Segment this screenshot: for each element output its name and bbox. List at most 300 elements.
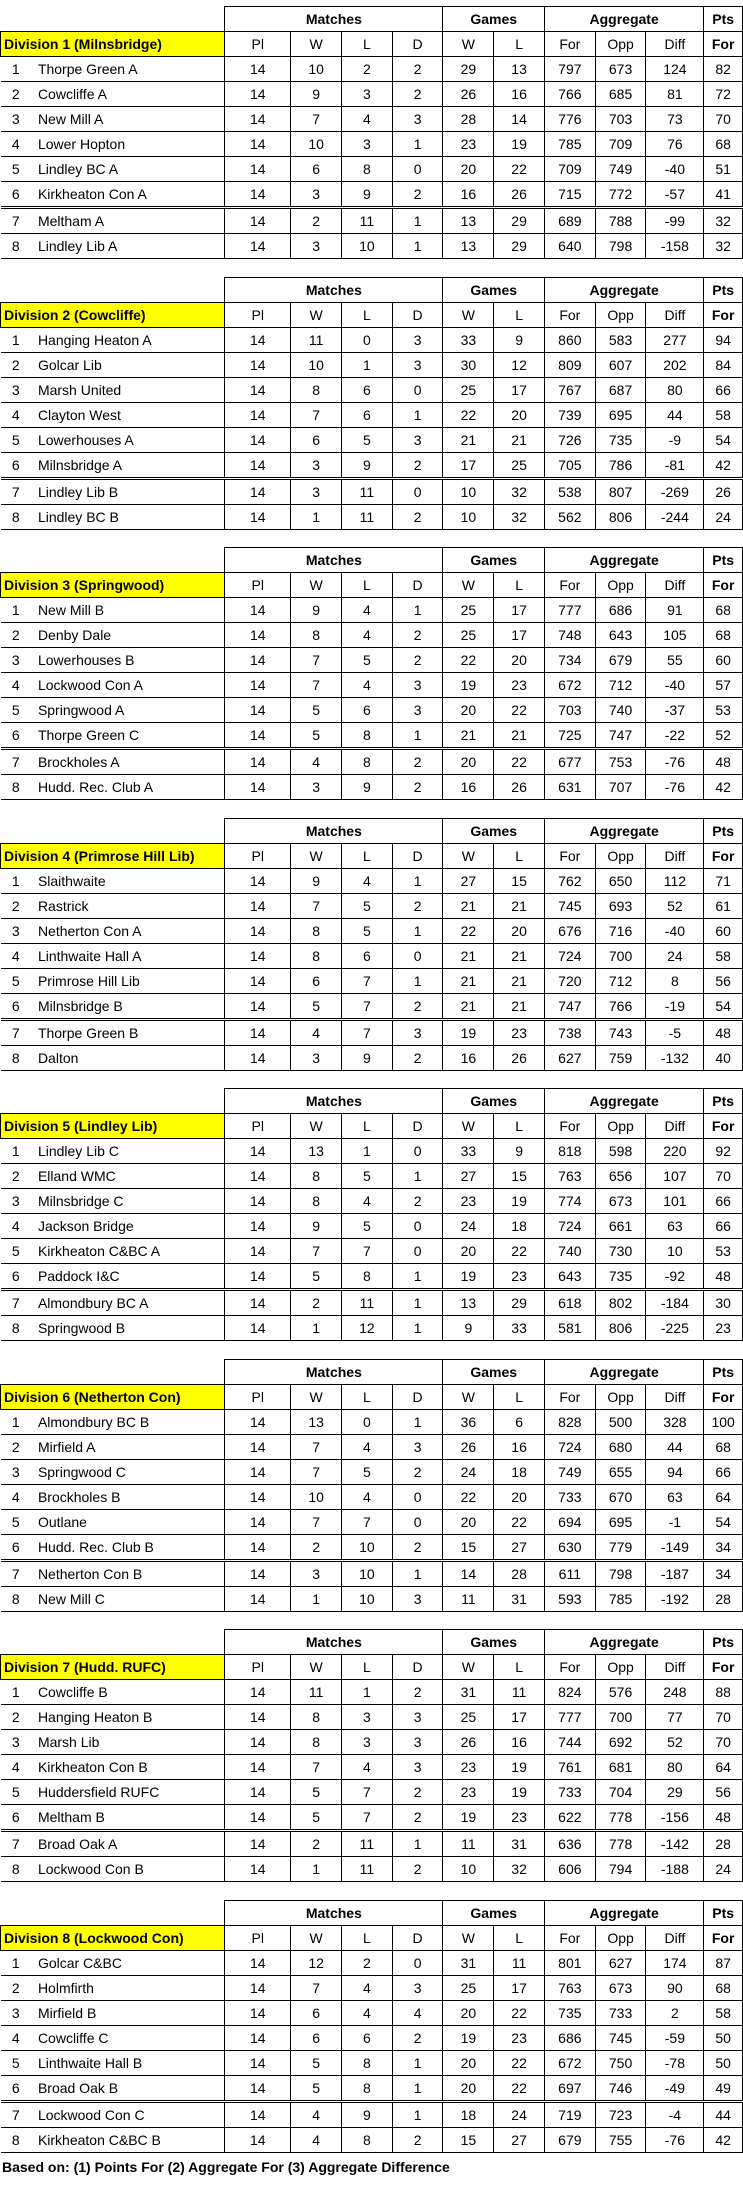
points-for-cell: 23	[704, 1316, 743, 1341]
aggregate-diff-cell: -225	[646, 1316, 704, 1341]
games-won-cell: 21	[443, 968, 494, 993]
table-row	[1, 1857, 743, 1882]
aggregate-header: Aggregate	[544, 1630, 703, 1655]
team-name-cell: Marsh Lib	[31, 1730, 225, 1755]
team-name-cell: Kirkheaton Con A	[31, 182, 225, 208]
games-won-cell: 29	[443, 57, 494, 82]
games-won-cell: 25	[443, 623, 494, 648]
table-row	[1, 1434, 743, 1459]
games-won-cell: 16	[443, 1045, 494, 1070]
position-cell: 8	[1, 504, 31, 529]
column-header-row	[1, 32, 743, 57]
lost-cell: 11	[341, 478, 392, 504]
column-header-aggregate-opp: Opp	[595, 1655, 646, 1680]
lost-cell: 7	[341, 1509, 392, 1534]
points-for-cell: 32	[704, 208, 743, 234]
position-cell: 8	[1, 1586, 31, 1611]
table-row	[1, 57, 743, 82]
won-cell: 7	[291, 1239, 342, 1264]
games-won-cell: 33	[443, 1139, 494, 1164]
table-row	[1, 427, 743, 452]
aggregate-header: Aggregate	[544, 548, 703, 573]
table-row	[1, 1831, 743, 1857]
aggregate-for-cell: 747	[544, 993, 595, 1019]
column-header-won: W	[291, 302, 342, 327]
aggregate-diff-cell: 63	[646, 1214, 704, 1239]
won-cell: 8	[291, 1164, 342, 1189]
team-name-cell: Marsh United	[31, 377, 225, 402]
position-cell: 4	[1, 943, 31, 968]
aggregate-header: Aggregate	[544, 1900, 703, 1925]
column-header-drawn: D	[392, 1114, 443, 1139]
games-lost-cell: 24	[494, 2101, 545, 2127]
team-name-cell: Springwood A	[31, 698, 225, 723]
played-cell: 14	[225, 623, 291, 648]
aggregate-for-cell: 749	[544, 1459, 595, 1484]
column-header-drawn: D	[392, 302, 443, 327]
position-cell: 6	[1, 452, 31, 478]
team-name-cell: Golcar C&BC	[31, 1950, 225, 1975]
games-won-cell: 21	[443, 993, 494, 1019]
played-cell: 14	[225, 402, 291, 427]
lost-cell: 8	[341, 2050, 392, 2075]
position-cell: 5	[1, 1780, 31, 1805]
won-cell: 8	[291, 1189, 342, 1214]
position-cell: 3	[1, 648, 31, 673]
drawn-cell: 3	[392, 673, 443, 698]
table-row	[1, 1805, 743, 1831]
table-row	[1, 452, 743, 478]
games-lost-cell: 31	[494, 1586, 545, 1611]
aggregate-opp-cell: 700	[595, 943, 646, 968]
drawn-cell: 0	[392, 1214, 443, 1239]
drawn-cell: 3	[392, 427, 443, 452]
table-row	[1, 918, 743, 943]
aggregate-for-cell: 694	[544, 1509, 595, 1534]
points-header: Pts	[704, 1900, 743, 1925]
lost-cell: 11	[341, 1857, 392, 1882]
lost-cell: 4	[341, 868, 392, 893]
lost-cell: 6	[341, 2025, 392, 2050]
drawn-cell: 1	[392, 2075, 443, 2101]
aggregate-for-cell: 809	[544, 352, 595, 377]
games-won-cell: 21	[443, 943, 494, 968]
lost-cell: 9	[341, 452, 392, 478]
won-cell: 10	[291, 132, 342, 157]
drawn-cell: 1	[392, 598, 443, 623]
drawn-cell: 2	[392, 1857, 443, 1882]
team-name-cell: Lockwood Con C	[31, 2101, 225, 2127]
drawn-cell: 0	[392, 377, 443, 402]
position-cell: 8	[1, 1316, 31, 1341]
aggregate-for-cell: 686	[544, 2025, 595, 2050]
points-for-cell: 26	[704, 478, 743, 504]
table-row	[1, 1975, 743, 2000]
points-for-cell: 70	[704, 1164, 743, 1189]
played-cell: 14	[225, 1484, 291, 1509]
points-for-cell: 40	[704, 1045, 743, 1070]
lost-cell: 12	[341, 1316, 392, 1341]
lost-cell: 0	[341, 327, 392, 352]
aggregate-for-cell: 766	[544, 82, 595, 107]
column-header-games-won: W	[443, 1384, 494, 1409]
points-for-cell: 60	[704, 648, 743, 673]
league-tables	[0, 6, 743, 2150]
aggregate-diff-cell: 55	[646, 648, 704, 673]
aggregate-for-cell: 627	[544, 1045, 595, 1070]
points-for-cell: 58	[704, 2000, 743, 2025]
table-row	[1, 132, 743, 157]
table-row	[1, 993, 743, 1019]
aggregate-opp-cell: 583	[595, 327, 646, 352]
points-for-cell: 48	[704, 1805, 743, 1831]
won-cell: 3	[291, 452, 342, 478]
division-table	[0, 1629, 743, 1882]
games-won-cell: 19	[443, 1019, 494, 1045]
games-won-cell: 26	[443, 1434, 494, 1459]
aggregate-for-cell: 606	[544, 1857, 595, 1882]
column-header-aggregate-opp: Opp	[595, 32, 646, 57]
won-cell: 11	[291, 1680, 342, 1705]
games-won-cell: 20	[443, 1239, 494, 1264]
position-cell: 1	[1, 1139, 31, 1164]
games-lost-cell: 29	[494, 1290, 545, 1316]
team-name-cell: Lindley Lib A	[31, 234, 225, 259]
drawn-cell: 2	[392, 1680, 443, 1705]
played-cell: 14	[225, 132, 291, 157]
team-name-cell: Kirkheaton C&BC B	[31, 2127, 225, 2152]
games-header: Games	[443, 548, 544, 573]
drawn-cell: 3	[392, 352, 443, 377]
matches-header: Matches	[225, 277, 443, 302]
aggregate-diff-cell: 91	[646, 598, 704, 623]
position-cell: 2	[1, 352, 31, 377]
points-for-cell: 28	[704, 1586, 743, 1611]
lost-cell: 2	[341, 57, 392, 82]
column-header-games-won: W	[443, 843, 494, 868]
games-won-cell: 20	[443, 698, 494, 723]
aggregate-diff-cell: 94	[646, 1459, 704, 1484]
position-cell: 6	[1, 1805, 31, 1831]
column-header-points-for: For	[704, 32, 743, 57]
aggregate-opp-cell: 786	[595, 452, 646, 478]
division-table	[0, 1088, 743, 1341]
table-row	[1, 1239, 743, 1264]
team-name-cell: Mirfield A	[31, 1434, 225, 1459]
aggregate-for-cell: 761	[544, 1755, 595, 1780]
division-title: Division 7 (Hudd. RUFC)	[1, 1655, 225, 1680]
aggregate-opp-cell: 779	[595, 1534, 646, 1560]
table-row	[1, 1019, 743, 1045]
position-cell: 8	[1, 1045, 31, 1070]
position-cell: 7	[1, 1290, 31, 1316]
table-row	[1, 2050, 743, 2075]
points-for-cell: 53	[704, 698, 743, 723]
aggregate-for-cell: 581	[544, 1316, 595, 1341]
lost-cell: 7	[341, 993, 392, 1019]
column-header-row	[1, 1114, 743, 1139]
aggregate-opp-cell: 794	[595, 1857, 646, 1882]
position-cell: 4	[1, 132, 31, 157]
won-cell: 5	[291, 698, 342, 723]
aggregate-for-cell: 767	[544, 377, 595, 402]
games-lost-cell: 31	[494, 1831, 545, 1857]
points-for-cell: 54	[704, 1509, 743, 1534]
aggregate-for-cell: 818	[544, 1139, 595, 1164]
drawn-cell: 1	[392, 1831, 443, 1857]
column-header-lost: L	[341, 1925, 392, 1950]
table-row	[1, 598, 743, 623]
points-for-cell: 92	[704, 1139, 743, 1164]
aggregate-opp-cell: 627	[595, 1950, 646, 1975]
column-header-aggregate-diff: Diff	[646, 1114, 704, 1139]
team-name-cell: Jackson Bridge	[31, 1214, 225, 1239]
points-for-cell: 54	[704, 993, 743, 1019]
column-header-aggregate-for: For	[544, 1925, 595, 1950]
drawn-cell: 0	[392, 943, 443, 968]
aggregate-for-cell: 739	[544, 402, 595, 427]
aggregate-opp-cell: 740	[595, 698, 646, 723]
games-lost-cell: 27	[494, 2127, 545, 2152]
won-cell: 3	[291, 182, 342, 208]
aggregate-for-cell: 774	[544, 1189, 595, 1214]
aggregate-diff-cell: 52	[646, 893, 704, 918]
games-header: Games	[443, 7, 544, 32]
aggregate-for-cell: 733	[544, 1780, 595, 1805]
drawn-cell: 2	[392, 452, 443, 478]
aggregate-diff-cell: 44	[646, 402, 704, 427]
aggregate-opp-cell: 750	[595, 2050, 646, 2075]
games-lost-cell: 19	[494, 1755, 545, 1780]
division-title: Division 5 (Lindley Lib)	[1, 1114, 225, 1139]
aggregate-for-cell: 828	[544, 1409, 595, 1434]
aggregate-for-cell: 720	[544, 968, 595, 993]
aggregate-diff-cell: -9	[646, 427, 704, 452]
team-name-cell: Almondbury BC B	[31, 1409, 225, 1434]
column-header-row	[1, 1925, 743, 1950]
games-won-cell: 25	[443, 598, 494, 623]
position-cell: 3	[1, 2000, 31, 2025]
won-cell: 7	[291, 648, 342, 673]
won-cell: 4	[291, 2127, 342, 2152]
aggregate-for-cell: 824	[544, 1680, 595, 1705]
aggregate-diff-cell: 107	[646, 1164, 704, 1189]
games-lost-cell: 13	[494, 57, 545, 82]
games-won-cell: 14	[443, 1560, 494, 1586]
games-won-cell: 25	[443, 377, 494, 402]
team-name-cell: Rastrick	[31, 893, 225, 918]
team-name-cell: Cowcliffe B	[31, 1680, 225, 1705]
aggregate-for-cell: 776	[544, 107, 595, 132]
column-header-played: Pl	[225, 573, 291, 598]
games-lost-cell: 17	[494, 1705, 545, 1730]
aggregate-for-cell: 745	[544, 893, 595, 918]
aggregate-diff-cell: -269	[646, 478, 704, 504]
played-cell: 14	[225, 1164, 291, 1189]
aggregate-diff-cell: 174	[646, 1950, 704, 1975]
aggregate-opp-cell: 681	[595, 1755, 646, 1780]
aggregate-for-cell: 762	[544, 868, 595, 893]
aggregate-opp-cell: 700	[595, 1705, 646, 1730]
aggregate-for-cell: 636	[544, 1831, 595, 1857]
position-cell: 7	[1, 1831, 31, 1857]
team-name-cell: Brockholes A	[31, 749, 225, 775]
points-for-cell: 88	[704, 1680, 743, 1705]
table-row	[1, 1680, 743, 1705]
aggregate-diff-cell: 101	[646, 1189, 704, 1214]
aggregate-opp-cell: 743	[595, 1019, 646, 1045]
team-name-cell: Lindley BC A	[31, 157, 225, 182]
table-row	[1, 1950, 743, 1975]
column-header-games-won: W	[443, 1925, 494, 1950]
position-cell: 6	[1, 723, 31, 749]
team-name-cell: Huddersfield RUFC	[31, 1780, 225, 1805]
played-cell: 14	[225, 673, 291, 698]
position-cell: 6	[1, 1534, 31, 1560]
aggregate-opp-cell: 788	[595, 208, 646, 234]
lost-cell: 9	[341, 2101, 392, 2127]
games-lost-cell: 17	[494, 598, 545, 623]
won-cell: 8	[291, 377, 342, 402]
lost-cell: 5	[341, 648, 392, 673]
position-cell: 3	[1, 1189, 31, 1214]
table-row	[1, 1509, 743, 1534]
games-lost-cell: 22	[494, 1509, 545, 1534]
games-won-cell: 9	[443, 1316, 494, 1341]
won-cell: 6	[291, 2025, 342, 2050]
group-header-row	[1, 818, 743, 843]
games-lost-cell: 23	[494, 1805, 545, 1831]
aggregate-for-cell: 689	[544, 208, 595, 234]
points-for-cell: 68	[704, 598, 743, 623]
aggregate-opp-cell: 693	[595, 893, 646, 918]
games-lost-cell: 26	[494, 1045, 545, 1070]
won-cell: 13	[291, 1409, 342, 1434]
aggregate-diff-cell: 81	[646, 82, 704, 107]
won-cell: 1	[291, 1316, 342, 1341]
games-lost-cell: 14	[494, 107, 545, 132]
lost-cell: 4	[341, 1189, 392, 1214]
drawn-cell: 1	[392, 402, 443, 427]
played-cell: 14	[225, 993, 291, 1019]
lost-cell: 8	[341, 749, 392, 775]
lost-cell: 8	[341, 2075, 392, 2101]
won-cell: 3	[291, 1045, 342, 1070]
table-row	[1, 1045, 743, 1070]
games-won-cell: 27	[443, 868, 494, 893]
table-row	[1, 2127, 743, 2152]
team-name-cell: Springwood C	[31, 1459, 225, 1484]
lost-cell: 10	[341, 1560, 392, 1586]
games-won-cell: 19	[443, 1264, 494, 1290]
aggregate-for-cell: 562	[544, 504, 595, 529]
played-cell: 14	[225, 1857, 291, 1882]
drawn-cell: 0	[392, 1484, 443, 1509]
points-for-cell: 71	[704, 868, 743, 893]
aggregate-diff-cell: -188	[646, 1857, 704, 1882]
won-cell: 2	[291, 1534, 342, 1560]
team-name-cell: Thorpe Green C	[31, 723, 225, 749]
team-name-cell: Denby Dale	[31, 623, 225, 648]
lost-cell: 2	[341, 1950, 392, 1975]
played-cell: 14	[225, 1045, 291, 1070]
team-name-cell: Milnsbridge A	[31, 452, 225, 478]
games-lost-cell: 21	[494, 427, 545, 452]
games-lost-cell: 11	[494, 1680, 545, 1705]
games-won-cell: 20	[443, 2075, 494, 2101]
points-for-cell: 87	[704, 1950, 743, 1975]
played-cell: 14	[225, 1239, 291, 1264]
matches-header: Matches	[225, 1630, 443, 1655]
position-cell: 5	[1, 1239, 31, 1264]
aggregate-diff-cell: -19	[646, 993, 704, 1019]
table-row	[1, 775, 743, 800]
aggregate-diff-cell: 248	[646, 1680, 704, 1705]
won-cell: 3	[291, 478, 342, 504]
games-lost-cell: 25	[494, 452, 545, 478]
lost-cell: 10	[341, 1586, 392, 1611]
lost-cell: 1	[341, 1680, 392, 1705]
lost-cell: 11	[341, 504, 392, 529]
table-row	[1, 868, 743, 893]
games-header: Games	[443, 1359, 544, 1384]
column-header-won: W	[291, 32, 342, 57]
aggregate-diff-cell: 63	[646, 1484, 704, 1509]
team-name-cell: Paddock I&C	[31, 1264, 225, 1290]
won-cell: 9	[291, 82, 342, 107]
lost-cell: 10	[341, 234, 392, 259]
games-won-cell: 25	[443, 1975, 494, 2000]
position-cell: 2	[1, 1705, 31, 1730]
played-cell: 14	[225, 1290, 291, 1316]
drawn-cell: 0	[392, 478, 443, 504]
aggregate-opp-cell: 745	[595, 2025, 646, 2050]
aggregate-opp-cell: 778	[595, 1805, 646, 1831]
drawn-cell: 3	[392, 698, 443, 723]
played-cell: 14	[225, 1755, 291, 1780]
aggregate-for-cell: 801	[544, 1950, 595, 1975]
won-cell: 8	[291, 623, 342, 648]
points-for-cell: 48	[704, 1019, 743, 1045]
won-cell: 1	[291, 504, 342, 529]
points-for-cell: 24	[704, 504, 743, 529]
drawn-cell: 0	[392, 1950, 443, 1975]
games-won-cell: 19	[443, 2025, 494, 2050]
games-lost-cell: 17	[494, 623, 545, 648]
column-header-won: W	[291, 1384, 342, 1409]
division-table	[0, 277, 743, 530]
won-cell: 5	[291, 993, 342, 1019]
table-row	[1, 1214, 743, 1239]
points-for-cell: 64	[704, 1484, 743, 1509]
column-header-aggregate-diff: Diff	[646, 1925, 704, 1950]
matches-header: Matches	[225, 548, 443, 573]
played-cell: 14	[225, 1019, 291, 1045]
played-cell: 14	[225, 943, 291, 968]
division-table	[0, 1359, 743, 1612]
lost-cell: 8	[341, 723, 392, 749]
games-won-cell: 23	[443, 1189, 494, 1214]
position-cell: 1	[1, 868, 31, 893]
games-header: Games	[443, 1630, 544, 1655]
column-header-aggregate-opp: Opp	[595, 573, 646, 598]
position-cell: 3	[1, 1459, 31, 1484]
team-name-cell: Hanging Heaton B	[31, 1705, 225, 1730]
lost-cell: 4	[341, 1975, 392, 2000]
team-name-cell: Lindley BC B	[31, 504, 225, 529]
played-cell: 14	[225, 698, 291, 723]
aggregate-opp-cell: 655	[595, 1459, 646, 1484]
